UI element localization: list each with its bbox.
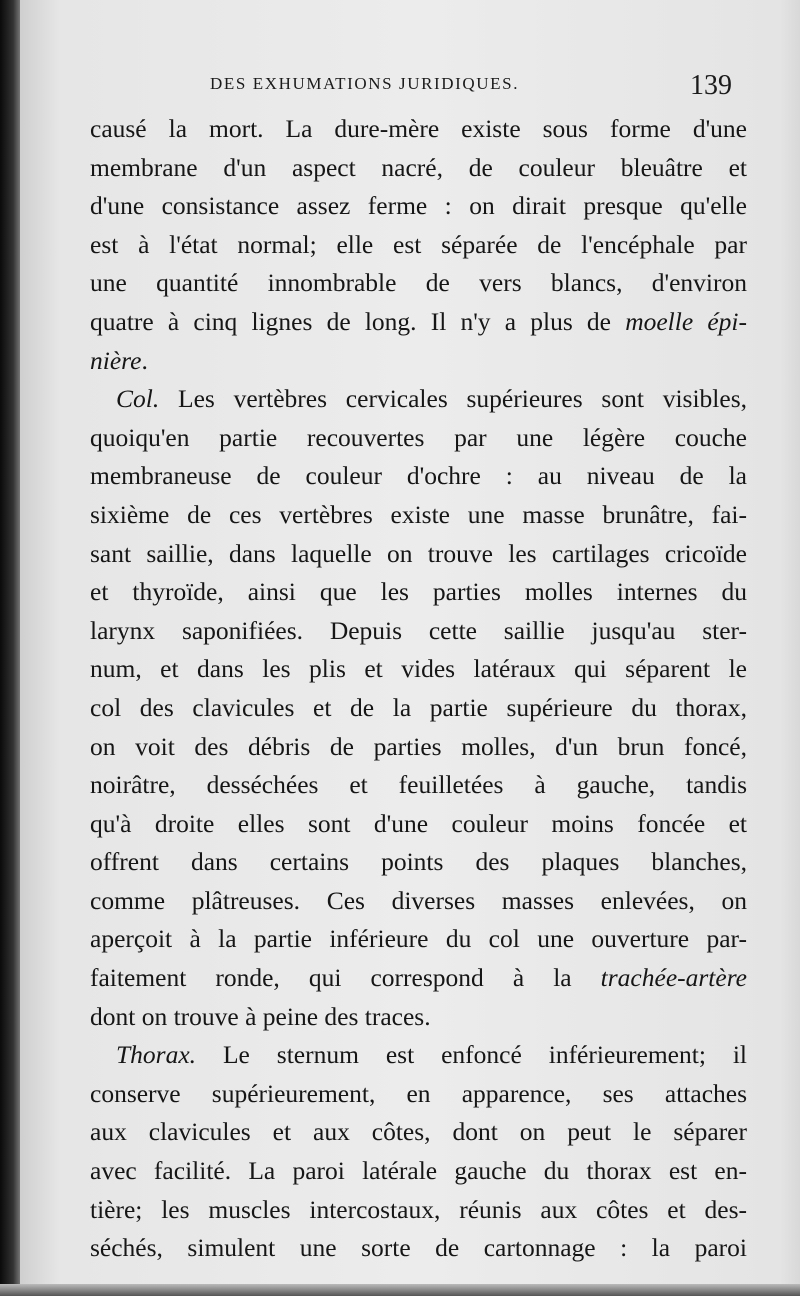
line-text: col des clavicules et de la partie supérieure du thorax, <box>90 692 747 722</box>
text-line <box>90 612 747 651</box>
text-line <box>90 920 747 959</box>
line-text: larynx saponifiées. Depuis cette saillie jusqu'au ster- <box>90 615 747 645</box>
line-text: . <box>141 345 148 375</box>
text-line <box>90 419 747 458</box>
scan-binding-shadow <box>0 0 22 1296</box>
line-text: avec facilité. La paroi latérale gauche du thorax est en- <box>90 1156 747 1186</box>
text-line <box>90 380 747 419</box>
line-text: comme plâtreuses. Ces diverses masses enlevées, on <box>90 885 747 915</box>
text-line <box>90 457 747 496</box>
text-line <box>90 650 747 689</box>
text-line <box>90 998 747 1037</box>
line-text: sixième de ces vertèbres existe une masse brunâtre, fai- <box>90 499 747 529</box>
scan-bottom-edge <box>0 1284 800 1296</box>
line-text: faitement ronde, qui correspond à la <box>90 963 601 993</box>
text-line <box>90 689 747 728</box>
italic-text: moelle épi- <box>625 306 747 336</box>
text-line <box>90 1152 747 1191</box>
text-line <box>90 110 747 149</box>
line-text: quoiqu'en partie recouvertes par une légère couche <box>90 422 747 452</box>
page-number: 139 <box>690 70 732 101</box>
text-line <box>90 303 747 342</box>
text-line <box>90 187 747 226</box>
italic-text: Thorax. <box>116 1040 197 1070</box>
line-text: et thyroïde, ainsi que les parties molles internes du <box>90 577 747 607</box>
body-text <box>90 110 747 1268</box>
line-text: on voit des débris de parties molles, d'un brun foncé, <box>90 731 747 761</box>
line-text: num, et dans les plis et vides latéraux qui séparent le <box>90 654 747 684</box>
text-line <box>90 1113 747 1152</box>
line-text: séchés, simulent une sorte de cartonnage : la paroi <box>90 1233 747 1263</box>
text-line <box>90 766 747 805</box>
line-text: qu'à droite elles sont d'une couleur moins foncée et <box>90 808 747 838</box>
text-line <box>90 728 747 767</box>
line-text: est à l'état normal; elle est séparée de l'encéphale par <box>90 229 747 259</box>
text-line <box>90 843 747 882</box>
line-text: offrent dans certains points des plaques blanches, <box>90 847 747 877</box>
text-line <box>90 342 747 381</box>
line-text: d'une consistance assez ferme : on dirait presque qu'elle <box>90 191 747 221</box>
line-text: causé la mort. La dure-mère existe sous forme d'une <box>90 114 747 143</box>
line-text: Le sternum est enfoncé inférieurement; il <box>196 1040 747 1070</box>
line-text: aux clavicules et aux côtes, dont on peut le séparer <box>90 1117 747 1147</box>
text-line <box>90 1036 747 1075</box>
line-text: une quantité innombrable de vers blancs, d'environ <box>90 268 747 298</box>
line-text: sant saillie, dans laquelle on trouve les cartilages cricoïde <box>90 538 747 568</box>
text-line <box>90 149 747 188</box>
line-text: membraneuse de couleur d'ochre : au niveau de la <box>90 461 747 491</box>
line-text: Les vertèbres cervicales supérieures sont visibles, <box>159 384 747 414</box>
line-text: noirâtre, desséchées et feuilletées à gauche, tandis <box>90 770 747 800</box>
line-text: dont on trouve à peine des traces. <box>90 1001 431 1031</box>
text-line <box>90 1075 747 1114</box>
text-line <box>90 805 747 844</box>
italic-text: nière <box>90 345 142 375</box>
text-line <box>90 264 747 303</box>
text-line <box>90 882 747 921</box>
text-line <box>90 1191 747 1230</box>
text-line <box>90 226 747 265</box>
italic-text: Col. <box>116 384 160 414</box>
italic-text: trachée-artère <box>600 963 747 993</box>
line-text: aperçoit à la partie inférieure du col une ouverture par- <box>90 924 747 954</box>
text-line <box>90 535 747 574</box>
line-text: conserve supérieurement, en apparence, ses attaches <box>90 1078 747 1108</box>
running-head: DES EXHUMATIONS JURIDIQUES. <box>210 74 520 93</box>
line-text: membrane d'un aspect nacré, de couleur bleuâtre et <box>90 152 747 182</box>
line-text: tière; les muscles intercostaux, réunis aux côtes et des- <box>90 1194 747 1224</box>
line-text: quatre à cinq lignes de long. Il n'y a plus de <box>90 306 626 336</box>
text-line <box>90 496 747 535</box>
text-line <box>90 573 747 612</box>
text-line <box>90 1229 747 1268</box>
text-line <box>90 959 747 998</box>
